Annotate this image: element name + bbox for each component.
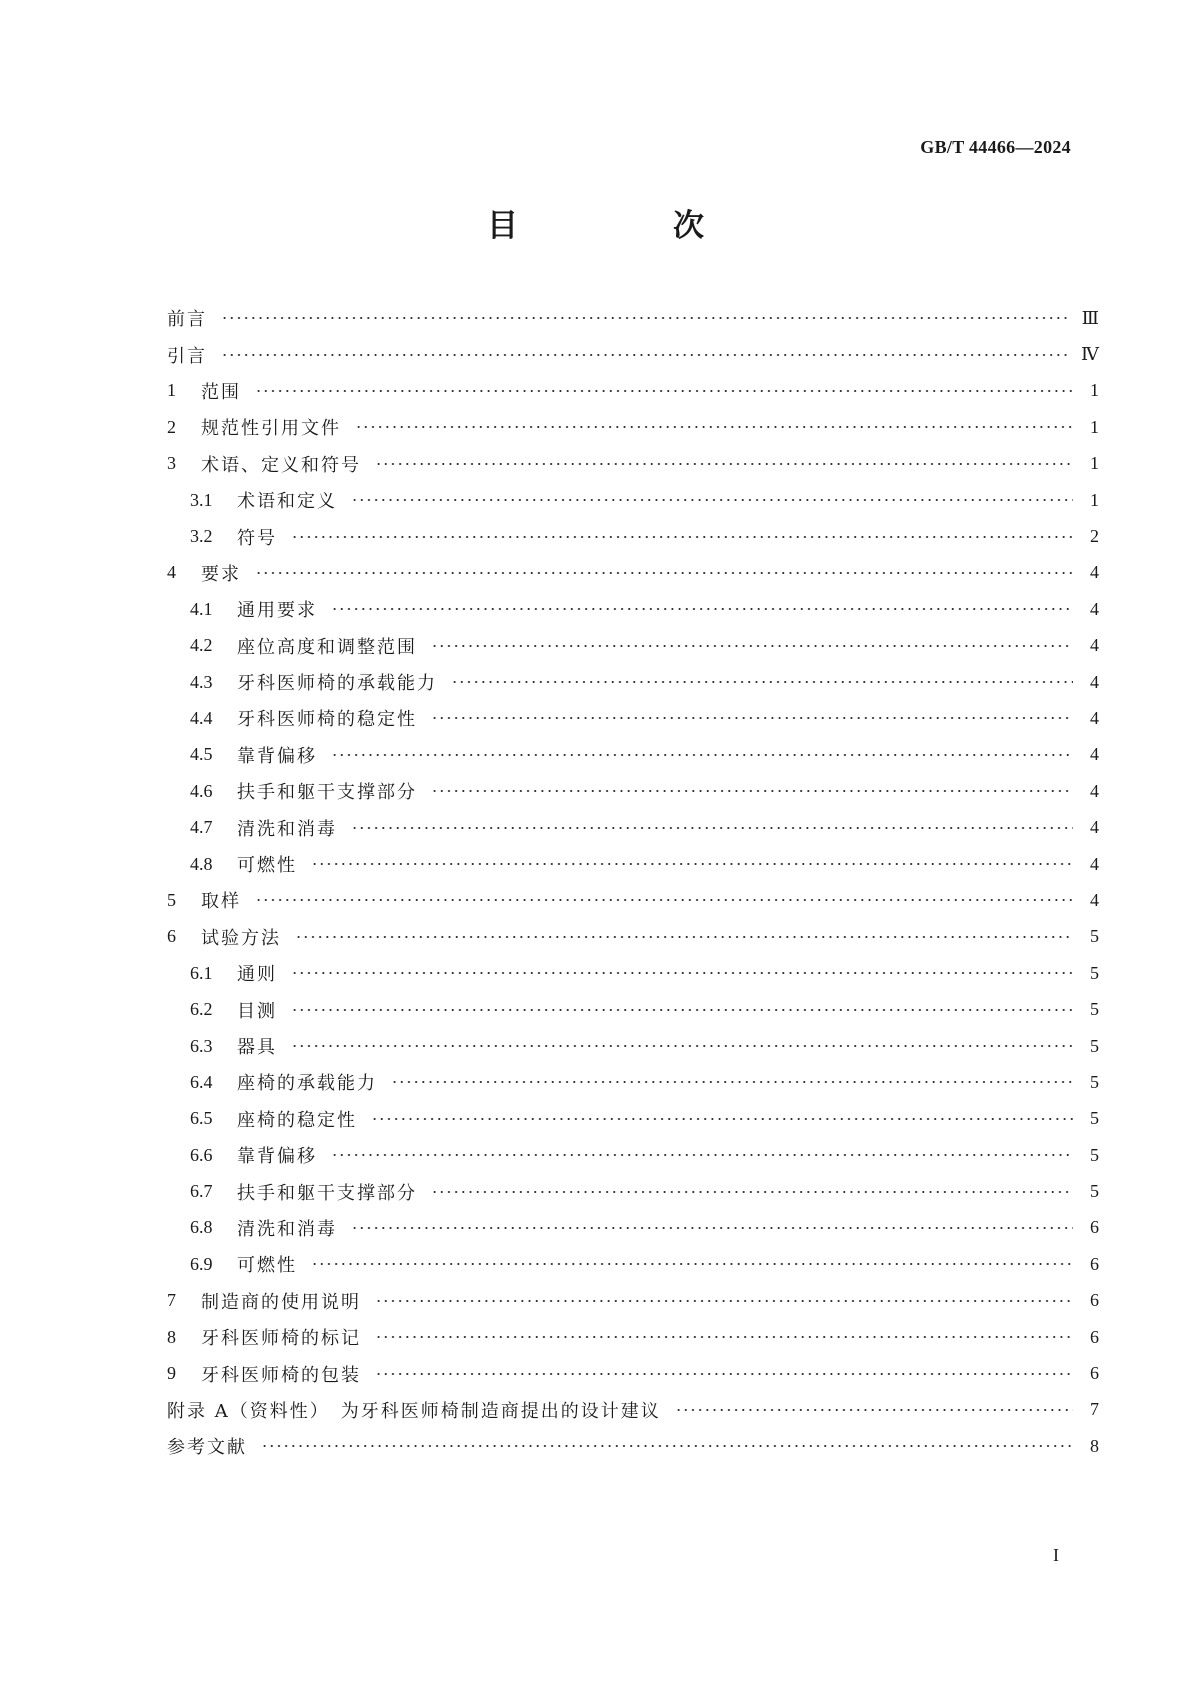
- toc-entry-page: 4: [1090, 780, 1099, 801]
- toc-entry-label: 清洗和消毒: [237, 1218, 337, 1240]
- toc-entry-label: 通则: [237, 964, 277, 986]
- toc-entry-label: 牙科医师椅的标记: [201, 1328, 361, 1350]
- toc-entry-page: 6: [1090, 1363, 1099, 1384]
- toc-dot-leader: [355, 425, 1073, 429]
- toc-entry-number: 6.3: [190, 1035, 213, 1056]
- toc-entry-number: 9: [167, 1363, 176, 1384]
- toc-entry[interactable]: [167, 518, 1099, 554]
- toc-entry-page: 5: [1090, 1181, 1099, 1202]
- toc-dot-leader: [295, 935, 1073, 939]
- toc-dot-leader: [331, 607, 1073, 611]
- toc-entry[interactable]: [167, 919, 1099, 955]
- toc-entry-number: 5: [167, 889, 176, 910]
- toc-entry[interactable]: [167, 700, 1099, 736]
- toc-entry-page: 1: [1090, 453, 1099, 474]
- toc-entry-page: 4: [1090, 598, 1099, 619]
- toc-entry-page: 6: [1090, 1326, 1099, 1347]
- toc-entry-label: 靠背偏移: [237, 1146, 317, 1168]
- toc-entry-number: 4: [167, 562, 176, 583]
- toc-dot-leader: [351, 826, 1073, 830]
- toc-dot-leader: [375, 1335, 1073, 1339]
- toc-entry-label: 前言: [167, 309, 207, 331]
- toc-entry-page: 4: [1090, 671, 1099, 692]
- toc-entry[interactable]: [167, 846, 1099, 882]
- toc-entry[interactable]: [167, 991, 1099, 1027]
- toc-entry[interactable]: [167, 1101, 1099, 1137]
- toc-entry-label: 座椅的稳定性: [237, 1109, 357, 1131]
- toc-dot-leader: [221, 316, 1068, 320]
- toc-dot-leader: [291, 971, 1073, 975]
- toc-dot-leader: [451, 680, 1073, 684]
- toc-entry-page: 4: [1090, 817, 1099, 838]
- toc-entry-page: 7: [1090, 1399, 1099, 1420]
- toc-dot-leader: [351, 1226, 1073, 1230]
- toc-entry-label: 术语和定义: [237, 491, 337, 513]
- toc-entry[interactable]: [167, 446, 1099, 482]
- toc-entry-page: 1: [1090, 489, 1099, 510]
- toc-entry-label: 试验方法: [201, 927, 281, 949]
- toc-dot-leader: [331, 753, 1073, 757]
- toc-entry-page: 5: [1090, 1144, 1099, 1165]
- toc-dot-leader: [255, 571, 1073, 575]
- toc-entry-number: 6.7: [190, 1181, 213, 1202]
- toc-entry-page: 4: [1090, 707, 1099, 728]
- toc-entry-label: 清洗和消毒: [237, 818, 337, 840]
- toc-entry-number: 3: [167, 453, 176, 474]
- toc-entry[interactable]: [167, 882, 1099, 918]
- toc-entry-page: 1: [1090, 416, 1099, 437]
- toc-entry-number: 4.8: [190, 853, 213, 874]
- toc-entry-label: 座椅的承载能力: [237, 1073, 377, 1095]
- toc-entry-label: 要求: [201, 563, 241, 585]
- toc-entry-page: 4: [1090, 562, 1099, 583]
- toc-dot-leader: [311, 862, 1073, 866]
- toc-entry-number: 6.9: [190, 1253, 213, 1274]
- toc-entry-label: 扶手和躯干支撑部分: [237, 782, 417, 804]
- toc-dot-leader: [291, 535, 1073, 539]
- toc-entry-number: 4.6: [190, 780, 213, 801]
- toc-entry-page: 5: [1090, 926, 1099, 947]
- toc-entry-number: 3.1: [190, 489, 213, 510]
- toc-entry-number: 6.6: [190, 1144, 213, 1165]
- toc-entry[interactable]: [167, 1428, 1099, 1464]
- toc-dot-leader: [261, 1444, 1073, 1448]
- toc-dot-leader: [331, 1153, 1073, 1157]
- toc-entry-number: 6.2: [190, 999, 213, 1020]
- toc-dot-leader: [371, 1117, 1073, 1121]
- toc-entry-label: 引言: [167, 345, 207, 367]
- toc-entry-number: 8: [167, 1326, 176, 1347]
- toc-dot-leader: [431, 789, 1073, 793]
- toc-entry-label: 扶手和躯干支撑部分: [237, 1182, 417, 1204]
- toc-entry[interactable]: [167, 1392, 1099, 1428]
- toc-dot-leader: [675, 1408, 1073, 1412]
- toc-entry[interactable]: [167, 1319, 1099, 1355]
- toc-entry-page: Ⅲ: [1081, 307, 1099, 328]
- toc-entry-label: 参考文献: [167, 1437, 247, 1459]
- toc-dot-leader: [375, 1299, 1073, 1303]
- toc-entry-page: 6: [1090, 1253, 1099, 1274]
- toc-dot-leader: [255, 898, 1073, 902]
- toc-entry-number: 4.1: [190, 598, 213, 619]
- toc-entry[interactable]: [167, 809, 1099, 845]
- toc-entry-page: 4: [1090, 889, 1099, 910]
- toc-entry[interactable]: [167, 336, 1099, 372]
- toc-entry[interactable]: [167, 955, 1099, 991]
- toc-dot-leader: [291, 1044, 1073, 1048]
- toc-dot-leader: [311, 1262, 1073, 1266]
- toc-dot-leader: [391, 1080, 1073, 1084]
- toc-entry-number: 4.5: [190, 744, 213, 765]
- toc-entry-label: 制造商的使用说明: [201, 1291, 361, 1313]
- toc-entry-page: 6: [1090, 1217, 1099, 1238]
- toc-entry-number: 6.8: [190, 1217, 213, 1238]
- toc-dot-leader: [291, 1008, 1073, 1012]
- toc-entry[interactable]: [167, 482, 1099, 518]
- toc-entry-page: 5: [1090, 1071, 1099, 1092]
- toc-entry-label: 可燃性: [237, 1255, 297, 1277]
- toc-entry-label: 目测: [237, 1000, 277, 1022]
- toc-entry-label: 取样: [201, 891, 241, 913]
- toc-entry-page: Ⅳ: [1081, 344, 1099, 365]
- toc-entry[interactable]: [167, 1246, 1099, 1282]
- toc-entry[interactable]: [167, 737, 1099, 773]
- toc-entry-page: 5: [1090, 1035, 1099, 1056]
- toc-entry-page: 8: [1090, 1435, 1099, 1456]
- toc-entry-number: 3.2: [190, 526, 213, 547]
- toc-entry-number: 4.2: [190, 635, 213, 656]
- toc-entry-page: 4: [1090, 635, 1099, 656]
- toc-entry-page: 5: [1090, 962, 1099, 983]
- toc-entry-number: 2: [167, 416, 176, 437]
- toc-entry-label: 牙科医师椅的稳定性: [237, 709, 417, 731]
- toc-dot-leader: [431, 716, 1073, 720]
- toc-entry-page: 1: [1090, 380, 1099, 401]
- toc-entry-number: 4.3: [190, 671, 213, 692]
- toc-entry-label: 器具: [237, 1037, 277, 1058]
- toc-dot-leader: [431, 644, 1073, 648]
- toc-entry-label: 范围: [201, 381, 241, 403]
- toc-entry[interactable]: [167, 373, 1099, 409]
- toc-entry[interactable]: [167, 555, 1099, 591]
- toc-entry-page: 4: [1090, 744, 1099, 765]
- toc-entry-number: 6: [167, 926, 176, 947]
- toc-entry[interactable]: [167, 1173, 1099, 1209]
- page-number: I: [1053, 1545, 1059, 1565]
- page-title: 目 次: [487, 208, 766, 244]
- toc-entry-label: 可燃性: [237, 855, 297, 877]
- toc-entry[interactable]: [167, 1028, 1099, 1064]
- toc-entry[interactable]: [167, 1137, 1099, 1173]
- toc-entry-label: 术语、定义和符号: [201, 454, 361, 476]
- toc-entry-number: 6.5: [190, 1108, 213, 1129]
- toc-entry-label: 附录 A（资料性） 为牙科医师椅制造商提出的设计建议: [167, 1400, 661, 1422]
- toc-dot-leader: [375, 1372, 1073, 1376]
- toc-dot-leader: [255, 389, 1073, 393]
- toc-entry-number: 6.4: [190, 1071, 213, 1092]
- toc-entry-number: 4.4: [190, 707, 213, 728]
- toc-dot-leader: [375, 462, 1073, 466]
- toc-entry[interactable]: [167, 773, 1099, 809]
- toc-entry-label: 靠背偏移: [237, 745, 317, 767]
- document-code: GB/T 44466—2024: [920, 137, 1071, 157]
- toc-entry-label: 牙科医师椅的承载能力: [237, 673, 437, 695]
- toc-entry[interactable]: [167, 1283, 1099, 1319]
- toc-entry-label: 符号: [237, 527, 277, 549]
- toc-entry[interactable]: [167, 1064, 1099, 1100]
- toc-dot-leader: [351, 498, 1073, 502]
- toc-entry[interactable]: [167, 409, 1099, 445]
- toc-entry-page: 5: [1090, 1108, 1099, 1129]
- toc-entry[interactable]: [167, 1355, 1099, 1391]
- toc-entry-page: 5: [1090, 999, 1099, 1020]
- toc-entry-number: 6.1: [190, 962, 213, 983]
- toc-entry-label: 牙科医师椅的包装: [201, 1364, 361, 1386]
- toc-entry-label: 规范性引用文件: [201, 418, 341, 440]
- toc-dot-leader: [221, 353, 1067, 357]
- toc-entry-page: 6: [1090, 1290, 1099, 1311]
- table-of-contents: [167, 300, 1099, 1465]
- toc-entry[interactable]: [167, 591, 1099, 627]
- toc-dot-leader: [431, 1190, 1073, 1194]
- toc-entry-label: 通用要求: [237, 600, 317, 622]
- toc-entry-page: 4: [1090, 853, 1099, 874]
- toc-entry-label: 座位高度和调整范围: [237, 636, 417, 658]
- toc-entry-number: 4.7: [190, 817, 213, 838]
- toc-entry-number: 1: [167, 380, 176, 401]
- toc-entry-number: 7: [167, 1290, 176, 1311]
- toc-entry[interactable]: [167, 628, 1099, 664]
- toc-entry[interactable]: [167, 300, 1099, 336]
- toc-entry-page: 2: [1090, 526, 1099, 547]
- toc-entry[interactable]: [167, 664, 1099, 700]
- toc-entry[interactable]: [167, 1210, 1099, 1246]
